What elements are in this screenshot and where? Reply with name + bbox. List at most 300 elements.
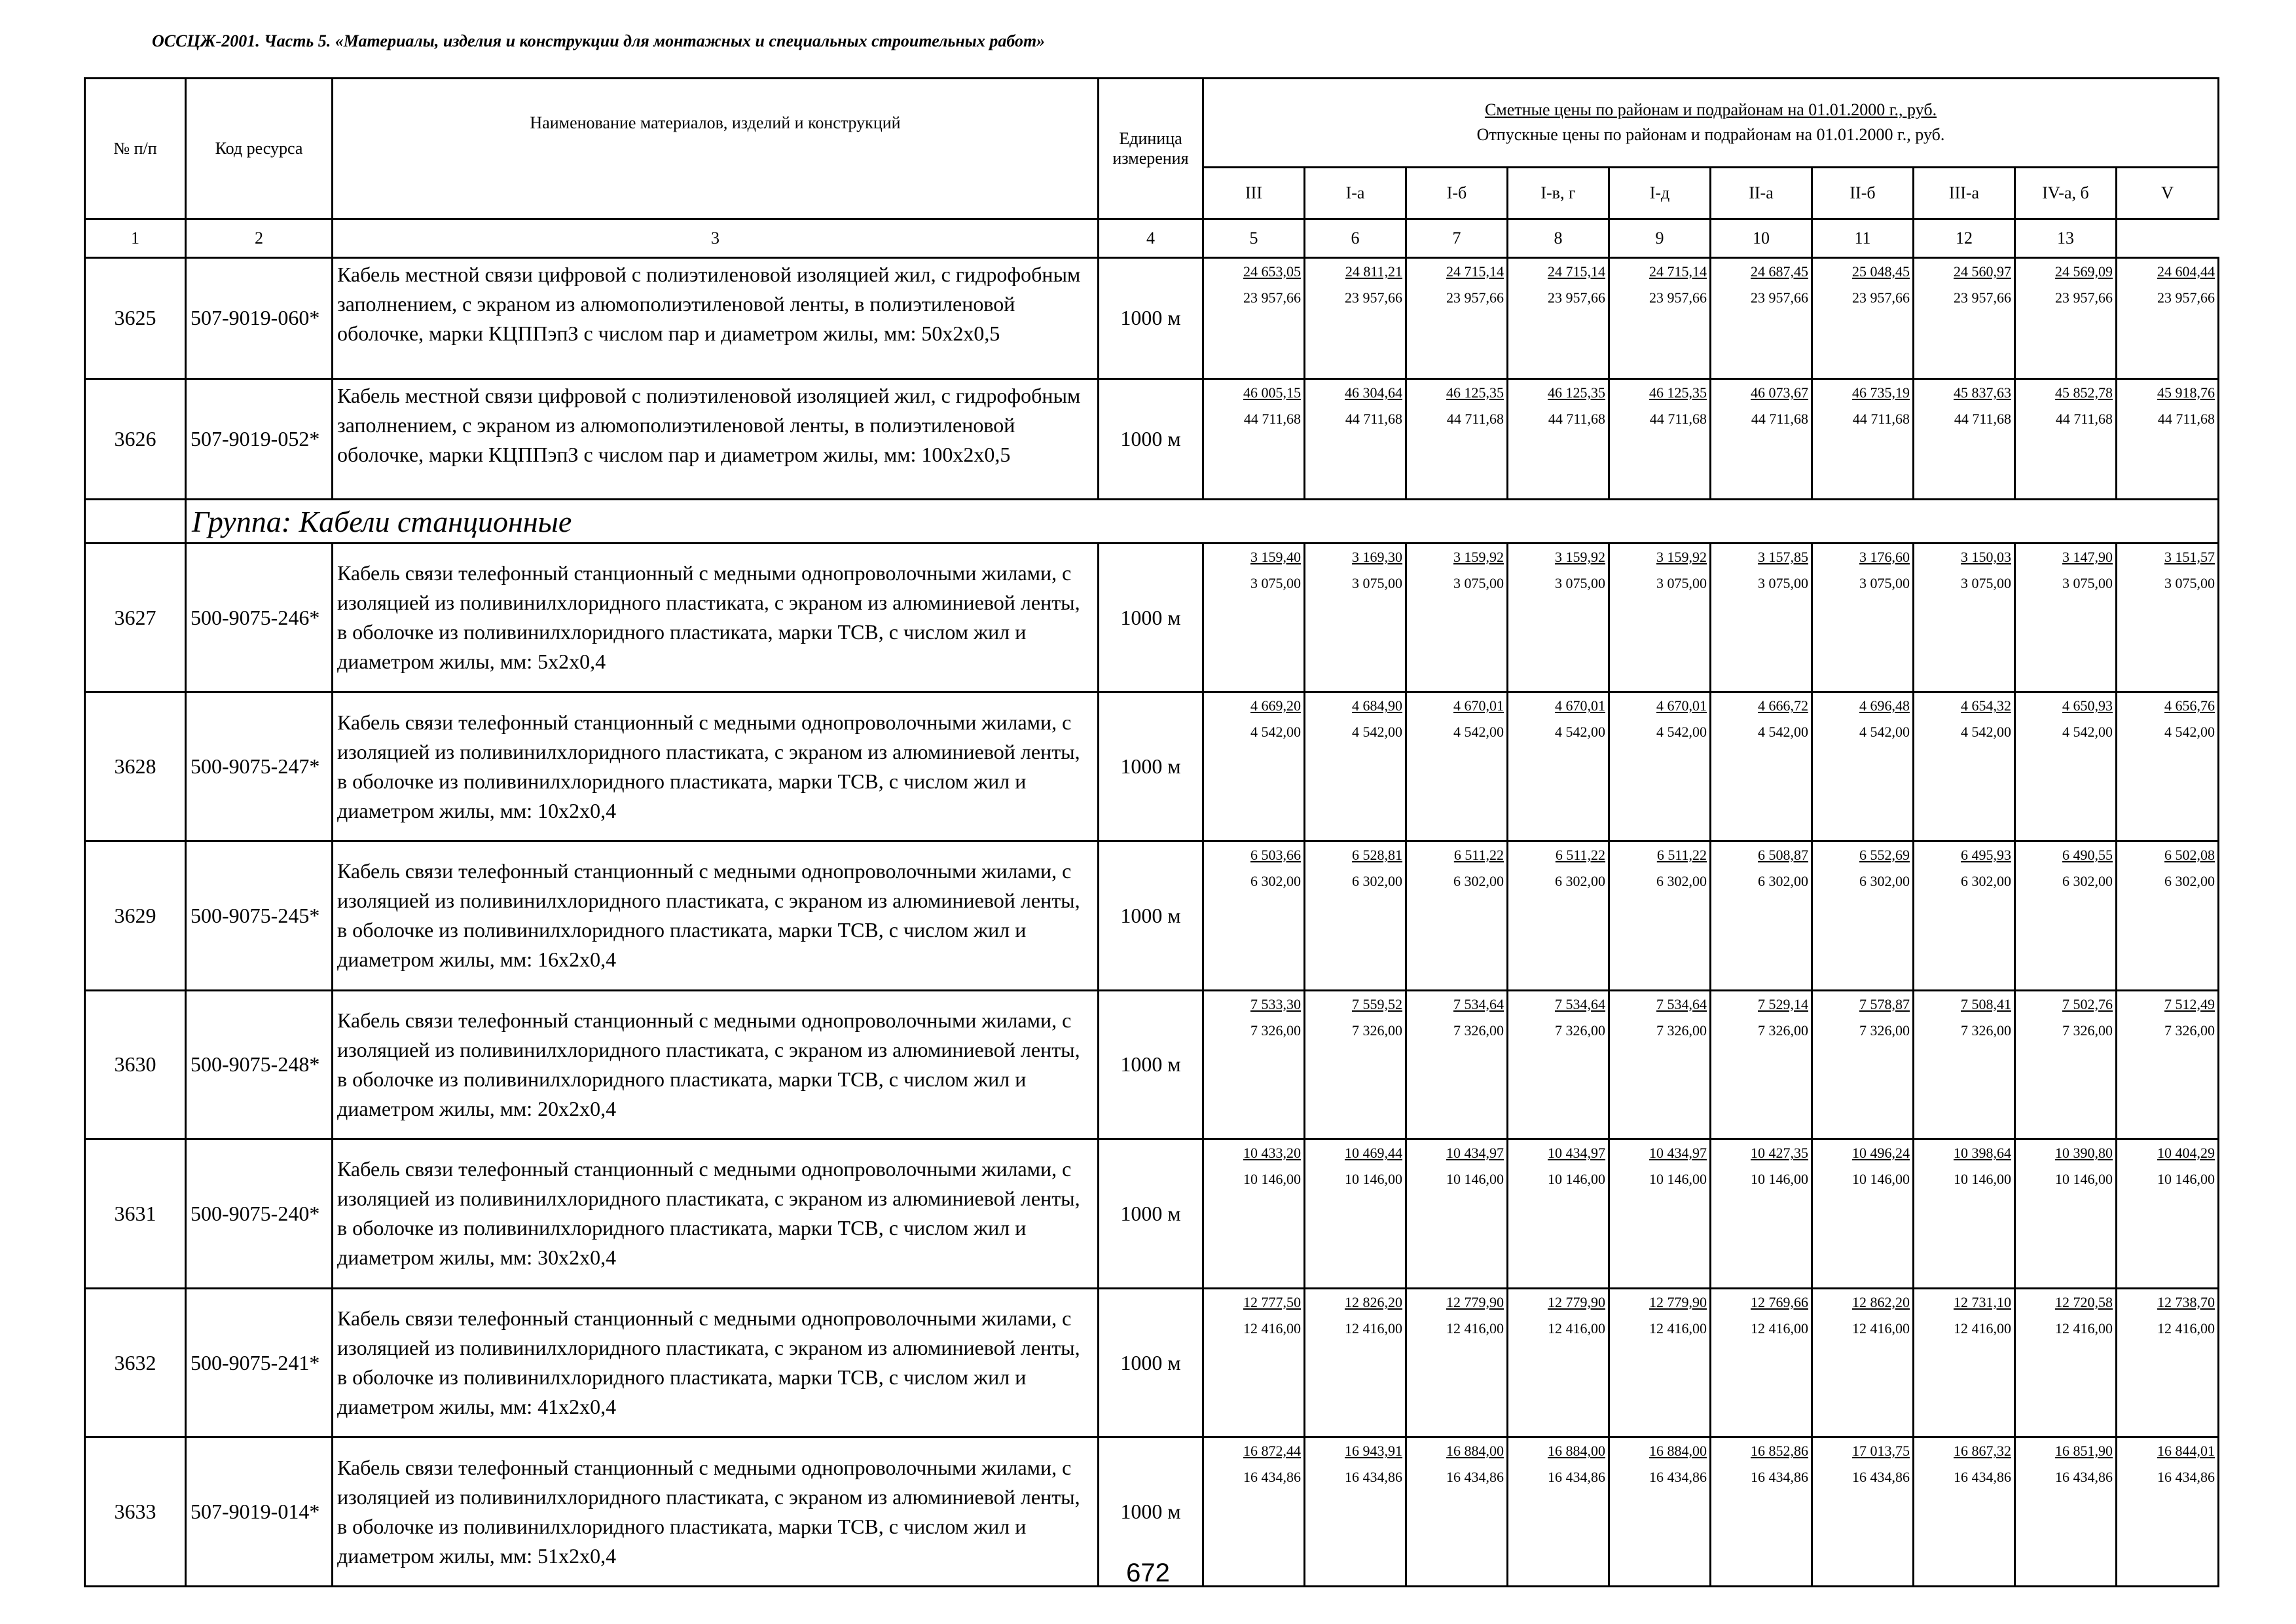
table-row [85,258,2219,379]
price-cell [1812,543,1914,692]
table-body [85,258,2219,1587]
price-cell [2117,692,2219,841]
estimate-price: 12 779,90 [1446,1293,1504,1310]
price-cell [2015,543,2117,692]
release-price: 44 711,68 [1446,410,1504,427]
release-price: 44 711,68 [1751,410,1808,427]
table-row [85,841,2219,990]
estimate-price: 45 837,63 [1954,384,2011,401]
estimate-price: 6 508,87 [1758,846,1808,863]
resource-code: 500-9075-240* [186,1139,333,1289]
release-price: 6 302,00 [2164,872,2215,889]
estimate-price: 10 469,44 [1345,1145,1402,1162]
price-cell [1508,841,1609,990]
estimate-price: 10 433,20 [1243,1145,1301,1162]
price-cell [1305,990,1406,1139]
release-price: 3 075,00 [1961,574,2011,591]
price-cell [2117,258,2219,379]
release-price: 3 075,00 [1453,574,1504,591]
release-price: 6 302,00 [2062,872,2113,889]
unit-of-measure: 1000 м [1099,692,1203,841]
estimate-price: 7 512,49 [2164,995,2215,1012]
release-price: 3 075,00 [1656,574,1707,591]
estimate-price: 24 715,14 [1649,263,1707,280]
estimate-price: 4 684,90 [1352,697,1402,714]
row-number: 3625 [85,258,186,379]
estimate-price: 3 159,92 [1555,548,1605,565]
price-cell [1914,1139,2015,1289]
release-price: 44 711,68 [1243,410,1301,427]
release-price: 6 302,00 [1859,872,1910,889]
release-price: 23 957,66 [1243,289,1301,306]
estimate-price: 46 125,35 [1446,384,1504,401]
row-number: 3628 [85,692,186,841]
release-price: 4 542,00 [1555,724,1605,741]
region-header: V [2117,167,2219,219]
release-price: 6 302,00 [1758,872,1808,889]
price-cell [1914,692,2015,841]
estimate-price: 3 176,60 [1859,548,1910,565]
unit-of-measure: 1000 м [1099,1288,1203,1437]
release-price: 10 146,00 [2055,1171,2113,1188]
estimate-price: 4 669,20 [1250,697,1301,714]
release-price: 23 957,66 [1954,289,2011,306]
unit-of-measure: 1000 м [1099,1437,1203,1587]
release-price: 12 416,00 [1751,1320,1808,1337]
price-cell [1203,258,1305,379]
estimate-price: 10 434,97 [1649,1145,1707,1162]
price-cell [1609,692,1711,841]
estimate-price: 10 434,97 [1548,1145,1605,1162]
group-title: Группа: Кабели станционные [186,500,1203,543]
row-number: 3630 [85,990,186,1139]
release-price: 44 711,68 [1548,410,1605,427]
estimate-price: 10 390,80 [2055,1145,2113,1162]
release-price: 23 957,66 [1446,289,1504,306]
estimate-price: 16 884,00 [1446,1443,1504,1460]
estimate-price: 7 508,41 [1961,995,2011,1012]
release-price: 7 326,00 [1758,1022,1808,1039]
column-number-row [85,219,2219,258]
table-row [85,543,2219,692]
release-price: 4 542,00 [1656,724,1707,741]
header-code: Код ресурса [186,79,333,219]
group-row [85,500,2219,543]
release-price: 4 542,00 [2164,724,2215,741]
release-price: 23 957,66 [1852,289,1910,306]
price-cell [1609,258,1711,379]
estimate-price: 16 943,91 [1345,1443,1402,1460]
resource-code: 500-9075-246* [186,543,333,692]
estimate-price: 7 534,64 [1656,995,1707,1012]
estimate-price: 3 147,90 [2062,548,2113,565]
price-cell [1305,258,1406,379]
header-prices [1203,79,2219,168]
column-number: 3 [333,219,1099,258]
estimate-price: 46 125,35 [1649,384,1707,401]
estimate-price: 12 779,90 [1649,1293,1707,1310]
release-price: 16 434,86 [1954,1469,2011,1486]
estimate-price: 10 404,29 [2157,1145,2215,1162]
material-description: Кабель связи телефонный станционный с медными однопроволочными жилами, с изоляцией из поливинилхлоридного пластиката, с экраном из алюминиевой ленты, в оболочке из поливинилхлоридного пластиката, марки ТСВ, с числом жил и диаметром жилы, мм: 10х2х0,4 [333,692,1099,841]
estimate-price: 46 735,19 [1852,384,1910,401]
release-price: 23 957,66 [1345,289,1402,306]
release-price: 44 711,68 [1852,410,1910,427]
column-number: 1 [85,219,186,258]
release-price: 4 542,00 [1859,724,1910,741]
release-price: 3 075,00 [1250,574,1301,591]
estimate-price: 4 670,01 [1453,697,1504,714]
estimate-price: 4 654,32 [1961,697,2011,714]
price-cell [1406,692,1508,841]
release-price: 16 434,86 [2157,1469,2215,1486]
region-header: III-а [1914,167,2015,219]
price-cell [2015,1139,2117,1289]
release-price: 16 434,86 [1649,1469,1707,1486]
release-price: 6 302,00 [1656,872,1707,889]
price-cell [1812,1288,1914,1437]
price-cell [1203,1288,1305,1437]
price-cell [1406,1288,1508,1437]
region-header: I-д [1609,167,1711,219]
material-description: Кабель связи телефонный станционный с медными однопроволочными жилами, с изоляцией из поливинилхлоридного пластиката, с экраном из алюминиевой ленты, в оболочке из поливинилхлоридного пластиката, марки ТСВ, с числом жил и диаметром жилы, мм: 41х2х0,4 [333,1288,1099,1437]
estimate-price: 46 304,64 [1345,384,1402,401]
release-price: 16 434,86 [1852,1469,1910,1486]
price-cell [1711,692,1812,841]
column-number: 10 [1711,219,1812,258]
release-price: 12 416,00 [1446,1320,1504,1337]
estimate-price: 12 777,50 [1243,1293,1301,1310]
price-cell [1203,1139,1305,1289]
unit-of-measure: 1000 м [1099,841,1203,990]
estimate-price: 12 720,58 [2055,1293,2113,1310]
estimate-price: 24 560,97 [1954,263,2011,280]
release-price: 7 326,00 [1555,1022,1605,1039]
row-number: 3626 [85,378,186,500]
estimate-price: 12 731,10 [1954,1293,2011,1310]
price-cell [1406,841,1508,990]
release-price: 44 711,68 [1649,410,1707,427]
estimate-price: 6 495,93 [1961,846,2011,863]
price-cell [1711,378,1812,500]
price-cell [1305,841,1406,990]
estimate-price: 12 769,66 [1751,1293,1808,1310]
estimate-price: 7 529,14 [1758,995,1808,1012]
resource-code: 500-9075-241* [186,1288,333,1437]
release-price: 10 146,00 [2157,1171,2215,1188]
release-price: 10 146,00 [1954,1171,2011,1188]
price-cell [1406,258,1508,379]
release-price: 23 957,66 [2157,289,2215,306]
region-header: IV-а, б [2015,167,2117,219]
estimate-price: 4 656,76 [2164,697,2215,714]
resource-code: 507-9019-060* [186,258,333,379]
price-cell [2117,1139,2219,1289]
header-name: Наименование материалов, изделий и конструкций [333,79,1099,219]
page-number: 672 [1126,1559,1170,1587]
price-cell [2117,378,2219,500]
price-cell [1203,543,1305,692]
resource-code: 507-9019-014* [186,1437,333,1587]
price-cell [1609,990,1711,1139]
release-price: 12 416,00 [1852,1320,1910,1337]
release-price: 4 542,00 [1758,724,1808,741]
estimate-price: 24 653,05 [1243,263,1301,280]
table-row [85,378,2219,500]
release-price: 10 146,00 [1446,1171,1504,1188]
region-header: I-в, г [1508,167,1609,219]
estimate-price: 46 073,67 [1751,384,1808,401]
resource-code: 500-9075-248* [186,990,333,1139]
release-price: 6 302,00 [1555,872,1605,889]
price-cell [1508,1139,1609,1289]
release-price: 3 075,00 [2164,574,2215,591]
estimate-price: 46 005,15 [1243,384,1301,401]
table-row [85,1288,2219,1437]
release-price: 10 146,00 [1852,1171,1910,1188]
unit-of-measure: 1000 м [1099,990,1203,1139]
price-cell [1812,1139,1914,1289]
estimate-price: 16 872,44 [1243,1443,1301,1460]
estimate-price: 3 150,03 [1961,548,2011,565]
release-price: 16 434,86 [1243,1469,1301,1486]
price-cell [1812,841,1914,990]
estimate-price: 12 779,90 [1548,1293,1605,1310]
header-row [85,79,2219,168]
price-cell [1406,378,1508,500]
release-price: 7 326,00 [2164,1022,2215,1039]
release-price: 3 075,00 [1352,574,1402,591]
region-header: III [1203,167,1305,219]
estimate-price: 4 670,01 [1555,697,1605,714]
row-number: 3629 [85,841,186,990]
table-row [85,990,2219,1139]
unit-of-measure: 1000 м [1099,1139,1203,1289]
estimate-price: 4 666,72 [1758,697,1808,714]
estimate-price: 16 851,90 [2055,1443,2113,1460]
region-header: II-б [1812,167,1914,219]
release-price: 10 146,00 [1345,1171,1402,1188]
release-price: 16 434,86 [1751,1469,1808,1486]
release-price: 3 075,00 [1555,574,1605,591]
price-cell [1609,543,1711,692]
resource-code: 507-9019-052* [186,378,333,500]
release-price: 4 542,00 [2062,724,2113,741]
estimate-price: 16 844,01 [2157,1443,2215,1460]
price-cell [1406,990,1508,1139]
estimate-price: 16 884,00 [1548,1443,1605,1460]
estimate-price: 12 862,20 [1852,1293,1910,1310]
estimate-price: 24 569,09 [2055,263,2113,280]
price-cell [2015,692,2117,841]
column-number: 7 [1406,219,1508,258]
price-cell [1914,1288,2015,1437]
material-description: Кабель связи телефонный станционный с медными однопроволочными жилами, с изоляцией из поливинилхлоридного пластиката, с экраном из алюминиевой ленты, в оболочке из поливинилхлоридного пластиката, марки ТСВ, с числом жил и диаметром жилы, мм: 30х2х0,4 [333,1139,1099,1289]
material-description: Кабель связи телефонный станционный с медными однопроволочными жилами, с изоляцией из поливинилхлоридного пластиката, с экраном из алюминиевой ленты, в оболочке из поливинилхлоридного пластиката, марки ТСВ, с числом жил и диаметром жилы, мм: 5х2х0,4 [333,543,1099,692]
price-table [84,77,2219,1587]
release-price: 12 416,00 [1243,1320,1301,1337]
price-cell [1305,1288,1406,1437]
estimate-price: 7 559,52 [1352,995,1402,1012]
price-cell [1711,543,1812,692]
estimate-price: 46 125,35 [1548,384,1605,401]
row-number: 3633 [85,1437,186,1587]
column-number: 8 [1508,219,1609,258]
estimate-price: 7 534,64 [1555,995,1605,1012]
release-price: 6 302,00 [1961,872,2011,889]
price-cell [1508,692,1609,841]
release-price: 16 434,86 [1345,1469,1402,1486]
document-header: ОССЦЖ-2001. Часть 5. «Материалы, изделия и конструкции для монтажных и специальных строительных работ» [152,31,1046,50]
group-blank-cell [85,500,186,543]
release-price: 12 416,00 [2055,1320,2113,1337]
release-price: 12 416,00 [1345,1320,1402,1337]
estimate-price: 12 826,20 [1345,1293,1402,1310]
price-cell [1711,841,1812,990]
estimate-price: 16 852,86 [1751,1443,1808,1460]
estimate-price: 7 534,64 [1453,995,1504,1012]
price-cell [2015,841,2117,990]
estimate-price: 4 650,93 [2062,697,2113,714]
price-cell [1711,258,1812,379]
price-cell [2015,1288,2117,1437]
release-price: 16 434,86 [1548,1469,1605,1486]
material-description: Кабель связи телефонный станционный с медными однопроволочными жилами, с изоляцией из поливинилхлоридного пластиката, с экраном из алюминиевой ленты, в оболочке из поливинилхлоридного пластиката, марки ТСВ, с числом жил и диаметром жилы, мм: 16х2х0,4 [333,841,1099,990]
estimate-price: 45 918,76 [2157,384,2215,401]
release-price: 7 326,00 [2062,1022,2113,1039]
price-cell [1609,1288,1711,1437]
column-number: 4 [1099,219,1203,258]
column-number: 12 [1914,219,2015,258]
row-number: 3632 [85,1288,186,1437]
release-price: 7 326,00 [1352,1022,1402,1039]
estimate-price: 10 427,35 [1751,1145,1808,1162]
resource-code: 500-9075-247* [186,692,333,841]
table-row [85,1139,2219,1289]
release-price: 12 416,00 [1548,1320,1605,1337]
release-price: 23 957,66 [1649,289,1707,306]
release-price: 12 416,00 [1649,1320,1707,1337]
price-cell [1305,1139,1406,1289]
release-price: 7 326,00 [1656,1022,1707,1039]
price-cell [1609,1139,1711,1289]
price-cell [2117,543,2219,692]
estimate-price: 3 159,92 [1453,548,1504,565]
price-cell [1914,258,2015,379]
price-cell [1914,543,2015,692]
resource-code: 500-9075-245* [186,841,333,990]
region-header: I-б [1406,167,1508,219]
material-description: Кабель связи телефонный станционный с медными однопроволочными жилами, с изоляцией из поливинилхлоридного пластиката, с экраном из алюминиевой ленты, в оболочке из поливинилхлоридного пластиката, марки ТСВ, с числом жил и диаметром жилы, мм: 51х2х0,4 [333,1437,1099,1587]
material-description: Кабель местной связи цифровой с полиэтиленовой изоляцией жил, с гидрофобным заполнением, с экраном из алюмополиэтиленовой ленты, в полиэтиленовой оболочке, марки КЦППэпЗ с числом пар и диаметром жилы, мм: 100х2х0,5 [333,378,1099,500]
header-num: № п/п [85,79,186,219]
release-price: 7 326,00 [1250,1022,1301,1039]
estimate-price: 24 715,14 [1548,263,1605,280]
price-cell [2117,841,2219,990]
price-cell [2015,990,2117,1139]
price-cell [1305,378,1406,500]
release-price: 7 326,00 [1453,1022,1504,1039]
estimate-price: 16 884,00 [1649,1443,1707,1460]
column-number: 5 [1203,219,1305,258]
price-cell [1203,692,1305,841]
estimate-price: 6 490,55 [2062,846,2113,863]
column-number: 9 [1609,219,1711,258]
region-header: II-а [1711,167,1812,219]
price-cell [1812,990,1914,1139]
price-cell [1812,258,1914,379]
header-release-prices: Отпускные цены по районам и подрайонам на 01.01.2000 г., руб. [1476,125,1945,145]
release-price: 3 075,00 [2062,574,2113,591]
estimate-price: 10 496,24 [1852,1145,1910,1162]
release-price: 10 146,00 [1751,1171,1808,1188]
header-unit: Единица измерения [1099,79,1203,219]
release-price: 7 326,00 [1859,1022,1910,1039]
release-price: 16 434,86 [1446,1469,1504,1486]
estimate-price: 6 552,69 [1859,846,1910,863]
price-cell [1508,543,1609,692]
release-price: 44 711,68 [1954,410,2011,427]
estimate-price: 6 511,22 [1555,846,1605,863]
estimate-price: 3 159,92 [1656,548,1707,565]
price-cell [1812,378,1914,500]
estimate-price: 3 159,40 [1250,548,1301,565]
row-number: 3627 [85,543,186,692]
price-cell [1914,378,2015,500]
release-price: 44 711,68 [2055,410,2113,427]
price-cell [2015,258,2117,379]
estimate-price: 10 434,97 [1446,1145,1504,1162]
release-price: 4 542,00 [1453,724,1504,741]
release-price: 3 075,00 [1758,574,1808,591]
estimate-price: 24 715,14 [1446,263,1504,280]
release-price: 12 416,00 [1954,1320,2011,1337]
estimate-price: 3 157,85 [1758,548,1808,565]
unit-of-measure: 1000 м [1099,258,1203,379]
release-price: 44 711,68 [2157,410,2215,427]
estimate-price: 25 048,45 [1852,263,1910,280]
group-empty-cell [1203,500,2219,543]
table-row [85,692,2219,841]
price-cell [2015,378,2117,500]
estimate-price: 7 533,30 [1250,995,1301,1012]
estimate-price: 17 013,75 [1852,1443,1910,1460]
release-price: 6 302,00 [1352,872,1402,889]
estimate-price: 24 604,44 [2157,263,2215,280]
price-cell [1203,990,1305,1139]
column-number: 11 [1812,219,1914,258]
price-cell [1711,990,1812,1139]
release-price: 4 542,00 [1250,724,1301,741]
estimate-price: 24 687,45 [1751,263,1808,280]
estimate-price: 6 502,08 [2164,846,2215,863]
estimate-price: 10 398,64 [1954,1145,2011,1162]
price-cell [1406,543,1508,692]
price-cell [1305,543,1406,692]
release-price: 6 302,00 [1453,872,1504,889]
release-price: 3 075,00 [1859,574,1910,591]
price-cell [1305,692,1406,841]
estimate-price: 6 528,81 [1352,846,1402,863]
release-price: 44 711,68 [1345,410,1402,427]
release-price: 10 146,00 [1649,1171,1707,1188]
estimate-price: 6 511,22 [1453,846,1504,863]
price-cell [1508,258,1609,379]
release-price: 10 146,00 [1243,1171,1301,1188]
release-price: 6 302,00 [1250,872,1301,889]
column-number: 6 [1305,219,1406,258]
estimate-price: 6 511,22 [1656,846,1707,863]
